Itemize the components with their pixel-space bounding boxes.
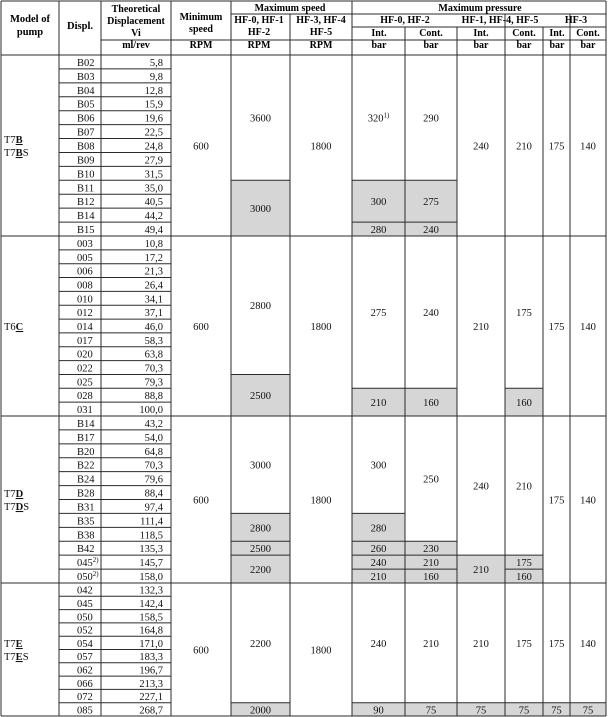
cell-value-p1_cont: 160 [423,398,439,410]
theoretical-displacement: 142,4 [139,598,163,610]
theoretical-displacement: 40,5 [144,197,163,209]
pressure-hf3-int: 175 [548,141,565,153]
theoretical-displacement: 19,6 [144,113,163,125]
cell-value-p2_int: 210 [473,565,489,577]
displacement-code: 050$^{2)}$ [77,570,99,584]
header-g3-int-unit: bar [549,40,565,51]
pressure-hf3-cont: 140 [580,638,596,650]
header-g1-int: Int. [371,28,387,39]
pressure-hf3-cont: 75 [582,705,594,717]
cell-value-speed1: 3000 [250,460,271,472]
cell-value-p2_cont: 175 [516,308,532,320]
cell-value-speed1: 2200 [250,565,271,577]
cell-value-p2_cont: 175 [516,638,532,650]
displacement-code: B17 [77,432,95,444]
minimum-speed: 600 [193,322,209,333]
theoretical-displacement: 34,1 [144,294,163,306]
displacement-code: 006 [77,266,93,278]
displacement-code: B24 [77,474,95,486]
theoretical-displacement: 24,8 [144,141,163,153]
pressure-hf3-cont: 140 [580,322,596,333]
displacement-code: 085 [77,705,93,717]
cell-value-p2_cont: 175 [516,558,532,570]
header-minspeed-unit: RPM [189,40,213,51]
header-press-group2: HF-1, HF-4, HF-5 [461,15,539,26]
theoretical-displacement: 12,8 [144,85,163,97]
displacement-code: B42 [77,544,95,556]
cell-value-p2_int: 75 [475,705,487,717]
cell-value-p1_int: 90 [373,705,384,717]
displacement-code: B05 [77,99,95,111]
pump-model-label: T7DS [4,502,30,513]
theoretical-displacement: 70,3 [144,460,163,472]
theoretical-displacement: 15,9 [144,99,163,111]
theoretical-displacement: 132,3 [139,585,163,597]
displacement-code: 057 [77,652,93,664]
header-displ: Displ. [67,21,93,32]
displacement-code: B31 [77,502,95,514]
header-minspeed-line2: speed [189,24,213,35]
theoretical-displacement: 31,5 [144,169,163,181]
cell-value-p2_cont: 160 [516,398,532,410]
theoretical-displacement: 183,3 [139,652,163,664]
theoretical-displacement: 37,1 [144,308,163,320]
displacement-code: B03 [77,71,95,83]
header-minspeed-line1: Minimum [179,12,223,23]
displacement-code: 014 [77,322,93,333]
theoretical-displacement: 46,0 [144,322,163,333]
theoretical-displacement: 70,3 [144,363,163,375]
cell-value-speed1: 2000 [250,705,271,717]
cell-value-p1_int: 300 [370,197,387,209]
header-g2-cont: Cont. [512,28,536,39]
cell-value-p1_cont: 240 [423,225,439,237]
theoretical-displacement: 63,8 [144,349,163,361]
theoretical-displacement: 88,4 [144,488,163,500]
theoretical-displacement: 196,7 [139,665,163,677]
cell-value-p1_int: 240 [370,638,387,650]
displacement-code: 045 [77,598,93,610]
cell-value-p1_int: 210 [370,572,387,584]
header-g1-cont: Cont. [419,28,443,39]
displacement-code: B08 [77,141,95,153]
theoretical-displacement: 100,0 [139,405,163,417]
displacement-code: 050 [77,612,93,624]
displacement-code: 045$^{2)}$ [77,556,99,570]
theoretical-displacement: 171,0 [139,638,163,650]
theoretical-displacement: 5,8 [149,57,163,69]
displacement-code: B20 [77,446,95,458]
theoretical-displacement: 158,5 [139,612,163,624]
cell-value-speed1: 2800 [250,523,271,535]
header-maxspeed: Maximum speed [254,3,326,14]
theoretical-displacement: 164,8 [139,625,163,637]
theoretical-displacement: 44,2 [144,211,163,223]
theoretical-displacement: 9,8 [149,71,163,83]
cell-value-p2_cont: 75 [518,705,530,717]
header-maxpressure: Maximum pressure [438,3,522,14]
pressure-hf3-int: 175 [548,322,565,333]
cell-value-speed1: 2200 [250,638,271,650]
theoretical-displacement: 268,7 [139,705,163,717]
displacement-code: B06 [77,113,95,125]
pressure-hf3-cont: 140 [580,495,596,507]
cell-value-p2_cont: 160 [516,572,532,584]
displacement-code: 028 [77,391,93,403]
pressure-hf3-cont: 140 [580,141,596,153]
theoretical-displacement: 64,8 [144,446,163,458]
displacement-code: 012 [77,308,93,320]
pump-model-label: T7E [4,639,23,650]
header-g3-cont: Cont. [576,28,600,39]
theoretical-displacement: 21,3 [144,266,163,278]
cell-value-p1_cont: 275 [423,197,439,209]
theoretical-displacement: 26,4 [144,280,163,292]
cell-value-speed1: 3000 [250,204,271,216]
header-g1-cont-unit: bar [423,40,439,51]
theoretical-displacement: 27,9 [144,155,163,167]
pump-model-label: T7B [4,135,23,146]
displacement-code: 025 [77,377,93,389]
cell-value-p1_int: 320$^{1)}$ [367,111,390,125]
theoretical-displacement: 97,4 [144,502,163,514]
theoretical-displacement: 118,5 [139,530,163,542]
pump-model-label: T7D [4,489,24,500]
header-vi-unit: ml/rev [122,40,150,51]
header-maxspeed-col1-unit: RPM [247,40,271,51]
displacement-code: B35 [77,516,95,528]
cell-value-p1_int: 275 [370,308,387,320]
displacement-code: B14 [77,418,95,430]
displacement-code: 005 [77,252,93,264]
theoretical-displacement: 43,2 [144,418,163,430]
shaded-cells-layer [231,180,606,716]
theoretical-displacement: 88,8 [144,391,163,403]
header-g3-int: Int. [549,28,565,39]
header-maxspeed-col2-line1: HF-3, HF-4 [296,15,346,26]
theoretical-displacement: 145,7 [139,558,163,570]
displacement-code: B15 [77,225,95,237]
theoretical-displacement: 49,4 [144,225,163,237]
displacement-code: 052 [77,625,93,637]
theoretical-displacement: 79,6 [144,474,163,486]
cell-value-p1_int: 280 [370,225,387,237]
header-vi-line1: Theoretical [111,4,161,15]
cell-value-p1_cont: 240 [423,308,439,320]
header-g2-int-unit: bar [473,40,489,51]
minimum-speed: 600 [193,495,209,507]
header-vi-line3: Vi [131,28,141,39]
header-maxspeed-col1-line2: HF-2 [247,27,271,38]
theoretical-displacement: 58,3 [144,335,163,347]
footnote-marker: 2) [92,556,99,565]
displacement-code: B09 [77,155,95,167]
cell-value-speed1: 2500 [250,391,271,403]
theoretical-displacement: 213,3 [139,678,163,690]
theoretical-displacement: 111,4 [140,516,163,528]
displacement-code: B12 [77,197,95,209]
cell-value-p1_int: 300 [370,460,387,472]
minimum-speed: 600 [193,141,209,153]
maxspeed-hf3-hf4-hf5: 1800 [310,495,332,507]
cell-value-p1_cont: 290 [423,113,439,125]
pump-model-label: T6C [4,322,24,333]
cell-value-p2_int: 210 [473,638,489,650]
theoretical-displacement: 79,3 [144,377,163,389]
theoretical-displacement: 135,3 [139,544,163,556]
cell-value-p1_cont: 250 [423,474,439,486]
theoretical-displacement: 10,8 [144,238,163,250]
cell-value-p2_int: 210 [473,322,489,333]
cell-value-p1_cont: 160 [423,572,439,584]
header-press-group1: HF-0, HF-2 [380,15,430,26]
cell-value-p1_cont: 210 [423,638,439,650]
header-vi-line2: Displacement [107,16,165,27]
cell-value-p1_int: 260 [370,544,387,556]
minimum-speed: 600 [193,645,209,657]
cell-value-p2_int: 240 [473,481,489,493]
displacement-code: 072 [77,692,93,704]
displacement-code: 031 [77,405,93,417]
header-g2-cont-unit: bar [516,40,532,51]
header-model-line2: pump [16,27,44,38]
pressure-hf3-int: 175 [548,638,565,650]
displacement-code: 017 [77,335,93,347]
footnote-marker: 2) [92,570,99,579]
header-maxspeed-col2-line2: HF-5 [309,27,333,38]
displacement-code: 008 [77,280,93,292]
displacement-code: 066 [77,678,93,690]
theoretical-displacement: 17,2 [144,252,163,264]
displacement-code: 054 [77,638,93,650]
theoretical-displacement: 227,1 [139,692,163,704]
maxspeed-hf3-hf4-hf5: 1800 [310,141,332,153]
cell-value-p2_int: 240 [473,141,489,153]
displacement-code: B07 [77,127,95,139]
pressure-hf3-int: 75 [551,705,562,717]
displacement-code: 022 [77,363,93,375]
cell-value-speed1: 2800 [250,301,271,313]
cell-value-p1_cont: 210 [423,558,439,570]
cell-value-p1_int: 210 [370,398,387,410]
theoretical-displacement: 35,0 [144,183,163,195]
theoretical-displacement: 158,0 [139,572,163,584]
pressure-hf3-int: 175 [548,495,565,507]
header-maxspeed-col2-unit: RPM [309,40,333,51]
header-model-line1: Model of [10,14,50,25]
header-g2-int: Int. [473,28,489,39]
displacement-code: B11 [77,183,95,195]
cell-value-speed1: 2500 [250,544,271,556]
displacement-code: 042 [77,585,93,597]
displacement-code: B38 [77,530,95,542]
header-press-group3: HF-3 [564,15,588,26]
displacement-code: B14 [77,211,95,223]
header-g1-int-unit: bar [371,40,387,51]
displacement-code: 062 [77,665,93,677]
displacement-code: B02 [77,57,95,69]
theoretical-displacement: 54,0 [144,432,163,444]
header-maxspeed-col1-line1: HF-0, HF-1 [234,15,284,26]
cell-value-p1_int: 280 [370,523,387,535]
cell-value-p1_cont: 75 [425,705,437,717]
cell-value-p2_cont: 210 [516,481,532,493]
displacement-code: 020 [77,349,93,361]
footnote-marker: 1) [383,111,390,120]
pump-model-label: T7ES [4,652,29,663]
maxspeed-hf3-hf4-hf5: 1800 [310,322,332,333]
theoretical-displacement: 22,5 [144,127,163,139]
cell-value-p1_int: 240 [370,558,387,570]
cell-value-speed1: 3600 [250,113,271,125]
displacement-code: 010 [77,294,93,306]
displacement-code: B04 [77,85,95,97]
displacement-code: 003 [77,238,93,250]
displacement-code: B28 [77,488,95,500]
displacement-code: B10 [77,169,95,181]
header-g3-cont-unit: bar [580,40,596,51]
maxspeed-hf3-hf4-hf5: 1800 [310,645,332,657]
pump-model-label: T7BS [4,148,29,159]
cell-value-p1_cont: 230 [423,544,439,556]
cell-value-p2_cont: 210 [516,141,532,153]
displacement-code: B22 [77,460,95,472]
